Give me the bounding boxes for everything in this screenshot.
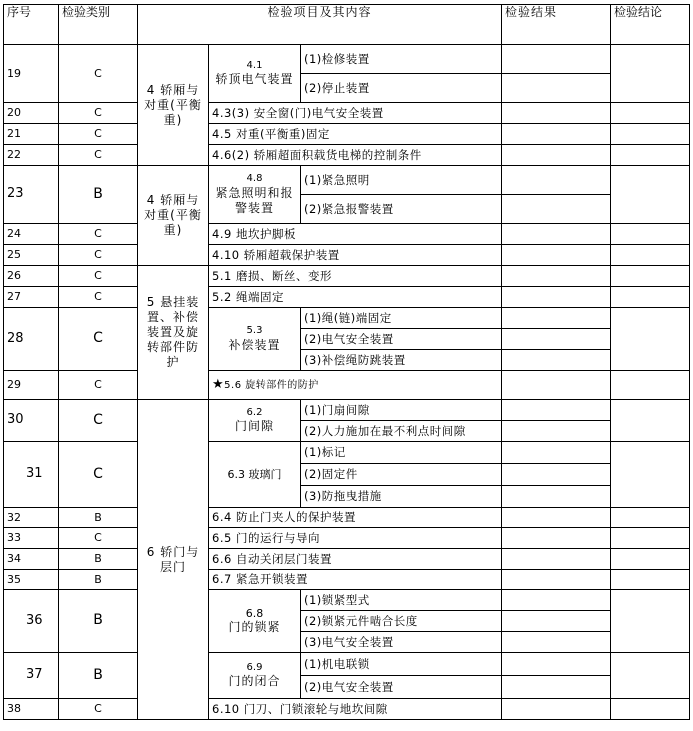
result-cell[interactable]	[502, 464, 611, 486]
row-category: C	[59, 308, 138, 371]
subgroup-title: 门间隙	[234, 419, 274, 434]
row-seq: 28	[4, 308, 59, 371]
table-row	[4, 570, 690, 590]
conclusion-cell[interactable]	[611, 145, 690, 166]
table-row	[4, 442, 690, 464]
result-cell[interactable]	[502, 195, 611, 224]
row-seq: 30	[4, 400, 59, 442]
table-row	[4, 124, 690, 145]
row-category: C	[59, 266, 138, 287]
result-cell[interactable]	[502, 287, 611, 308]
result-cell[interactable]	[502, 74, 611, 103]
result-cell[interactable]	[502, 245, 611, 266]
result-cell[interactable]	[502, 145, 611, 166]
row-category: C	[59, 124, 138, 145]
item-text: (1)紧急照明	[301, 166, 502, 195]
item-text: (2)锁紧元件啮合长度	[301, 611, 502, 632]
subgroup-number: 6.2	[246, 406, 263, 418]
row-category: C	[59, 287, 138, 308]
row-seq: 19	[4, 45, 59, 103]
conclusion-cell[interactable]	[611, 590, 690, 653]
conclusion-cell[interactable]	[611, 166, 690, 224]
item-text: 5.1 磨损、断丝、变形	[209, 266, 502, 287]
table-row	[4, 245, 690, 266]
row-category: C	[59, 145, 138, 166]
conclusion-cell[interactable]	[611, 287, 690, 308]
row-category: C	[59, 528, 138, 549]
conclusion-cell[interactable]	[611, 124, 690, 145]
row-category: C	[59, 371, 138, 400]
item-text: (2)电气安全装置	[301, 676, 502, 699]
group-label: 4 轿厢与对重(平衡重)	[138, 45, 209, 166]
item-text: (1)锁紧型式	[301, 590, 502, 611]
item-text: (2)电气安全装置	[301, 329, 502, 350]
conclusion-cell[interactable]	[611, 224, 690, 245]
subgroup-number: 6.9	[246, 661, 263, 673]
group-label: 6 轿门与层门	[138, 400, 209, 720]
table-row	[4, 45, 690, 74]
table-row	[4, 400, 690, 421]
header-conclusion: 检验结论	[611, 5, 690, 45]
table-row	[4, 508, 690, 528]
item-text: (1)绳(链)端固定	[301, 308, 502, 329]
table-row	[4, 287, 690, 308]
conclusion-cell[interactable]	[611, 549, 690, 570]
result-cell[interactable]	[502, 632, 611, 653]
row-seq: 21	[4, 124, 59, 145]
conclusion-cell[interactable]	[611, 400, 690, 442]
row-category: B	[59, 508, 138, 528]
result-cell[interactable]	[502, 400, 611, 421]
item-text: (1)机电联锁	[301, 653, 502, 676]
result-cell[interactable]	[502, 166, 611, 195]
item-text: 4.9 地坎护脚板	[209, 224, 502, 245]
header-row	[4, 5, 690, 45]
row-category: B	[59, 549, 138, 570]
result-cell[interactable]	[502, 329, 611, 350]
subgroup-label	[209, 400, 301, 442]
item-text: (1)门扇间隙	[301, 400, 502, 421]
table-row	[4, 590, 690, 611]
subgroup-label	[209, 653, 301, 699]
conclusion-cell[interactable]	[611, 653, 690, 699]
item-text: 4.6(2) 轿厢超面积载货电梯的控制条件	[209, 145, 502, 166]
header-result: 检验结果	[502, 5, 611, 45]
subgroup-number: 5.3	[246, 325, 263, 337]
conclusion-cell[interactable]	[611, 508, 690, 528]
row-category: C	[59, 699, 138, 720]
row-seq: 22	[4, 145, 59, 166]
row-category: B	[59, 570, 138, 590]
subgroup-label	[209, 45, 301, 103]
result-cell[interactable]	[502, 699, 611, 720]
result-cell[interactable]	[502, 371, 611, 400]
row-category: C	[59, 224, 138, 245]
row-category: C	[59, 442, 138, 508]
subgroup-label	[209, 590, 301, 653]
row-seq: 35	[4, 570, 59, 590]
result-cell[interactable]	[502, 350, 611, 371]
result-cell[interactable]	[502, 124, 611, 145]
item-text: 4.5 对重(平衡重)固定	[209, 124, 502, 145]
header-seq: 序号	[4, 5, 59, 45]
item-text	[209, 371, 502, 400]
subgroup-label	[209, 442, 301, 508]
row-seq: 25	[4, 245, 59, 266]
subgroup-number: 4.1	[246, 59, 263, 71]
conclusion-cell[interactable]	[611, 103, 690, 124]
item-text: (2)固定件	[301, 464, 502, 486]
result-cell[interactable]	[502, 508, 611, 528]
result-cell[interactable]	[502, 528, 611, 549]
row-seq: 20	[4, 103, 59, 124]
subgroup-title: 门的闭合	[228, 674, 281, 689]
item-label: 5.6 旋转部件的防护	[224, 379, 319, 391]
result-cell[interactable]	[502, 570, 611, 590]
subgroup-title: 补偿装置	[228, 337, 281, 352]
conclusion-cell[interactable]	[611, 699, 690, 720]
conclusion-cell[interactable]	[611, 570, 690, 590]
conclusion-cell[interactable]	[611, 371, 690, 400]
result-cell[interactable]	[502, 611, 611, 632]
row-seq: 36	[4, 590, 59, 653]
item-text: 6.6 自动关闭层门装置	[209, 549, 502, 570]
group-label: 5 悬挂装置、补偿装置及旋转部件防护	[138, 266, 209, 400]
result-cell[interactable]	[502, 266, 611, 287]
item-text: (2)人力施加在最不利点时间隙	[301, 421, 502, 442]
table-row	[4, 653, 690, 676]
result-cell[interactable]	[502, 45, 611, 74]
item-text: 4.3(3) 安全窗(门)电气安全装置	[209, 103, 502, 124]
table-row	[4, 699, 690, 720]
conclusion-cell[interactable]	[611, 528, 690, 549]
result-cell[interactable]	[502, 486, 611, 508]
table-row	[4, 549, 690, 570]
subgroup-title: 6.3 玻璃门	[227, 467, 282, 481]
row-category: B	[59, 166, 138, 224]
item-text: (3)电气安全装置	[301, 632, 502, 653]
conclusion-cell[interactable]	[611, 308, 690, 371]
header-items: 检验项目及其内容	[138, 5, 502, 45]
inspection-table	[3, 4, 690, 720]
row-category: C	[59, 245, 138, 266]
row-seq: 27	[4, 287, 59, 308]
row-seq: 24	[4, 224, 59, 245]
result-cell[interactable]	[502, 653, 611, 676]
item-text: 6.4 防止门夹人的保护装置	[209, 508, 502, 528]
item-text: (1)检修装置	[301, 45, 502, 74]
result-cell[interactable]	[502, 421, 611, 442]
subgroup-title: 紧急照明和报警装置	[215, 185, 294, 215]
subgroup-title: 门的锁紧	[228, 620, 281, 635]
row-seq: 38	[4, 699, 59, 720]
item-text: 6.10 门刀、门锁滚轮与地坎间隙	[209, 699, 502, 720]
conclusion-cell[interactable]	[611, 442, 690, 508]
table-row	[4, 266, 690, 287]
table-row	[4, 166, 690, 195]
table-row	[4, 308, 690, 329]
row-seq: 31	[4, 442, 59, 508]
table-row	[4, 224, 690, 245]
table-row	[4, 145, 690, 166]
result-cell[interactable]	[502, 103, 611, 124]
group-label: 4 轿厢与对重(平衡重)	[138, 166, 209, 266]
row-seq: 33	[4, 528, 59, 549]
result-cell[interactable]	[502, 308, 611, 329]
row-seq: 23	[4, 166, 59, 224]
item-text: 6.5 门的运行与导向	[209, 528, 502, 549]
row-category: B	[59, 653, 138, 699]
conclusion-cell[interactable]	[611, 266, 690, 287]
item-text: 6.7 紧急开锁装置	[209, 570, 502, 590]
subgroup-label	[209, 166, 301, 224]
header-category: 检验类别	[59, 5, 138, 45]
conclusion-cell[interactable]	[611, 45, 690, 103]
row-seq: 26	[4, 266, 59, 287]
item-text: (3)防拖曳措施	[301, 486, 502, 508]
row-seq: 37	[4, 653, 59, 699]
row-category: C	[59, 103, 138, 124]
subgroup-number: 6.8	[245, 606, 264, 620]
item-text: (2)停止装置	[301, 74, 502, 103]
item-text: (3)补偿绳防跳装置	[301, 350, 502, 371]
result-cell[interactable]	[502, 676, 611, 699]
subgroup-title: 轿顶电气装置	[215, 72, 294, 87]
result-cell[interactable]	[502, 442, 611, 464]
table-row	[4, 371, 690, 400]
row-category: C	[59, 400, 138, 442]
result-cell[interactable]	[502, 549, 611, 570]
item-text: (2)紧急报警装置	[301, 195, 502, 224]
result-cell[interactable]	[502, 224, 611, 245]
table-row	[4, 103, 690, 124]
row-category: B	[59, 590, 138, 653]
row-seq: 29	[4, 371, 59, 400]
conclusion-cell[interactable]	[611, 245, 690, 266]
item-text: 5.2 绳端固定	[209, 287, 502, 308]
row-seq: 32	[4, 508, 59, 528]
item-text: 4.10 轿厢超载保护装置	[209, 245, 502, 266]
subgroup-number: 4.8	[246, 173, 263, 185]
star-icon: ★	[212, 376, 225, 392]
row-seq: 34	[4, 549, 59, 570]
result-cell[interactable]	[502, 590, 611, 611]
item-text: (1)标记	[301, 442, 502, 464]
table-row	[4, 528, 690, 549]
row-category: C	[59, 45, 138, 103]
subgroup-label	[209, 308, 301, 371]
